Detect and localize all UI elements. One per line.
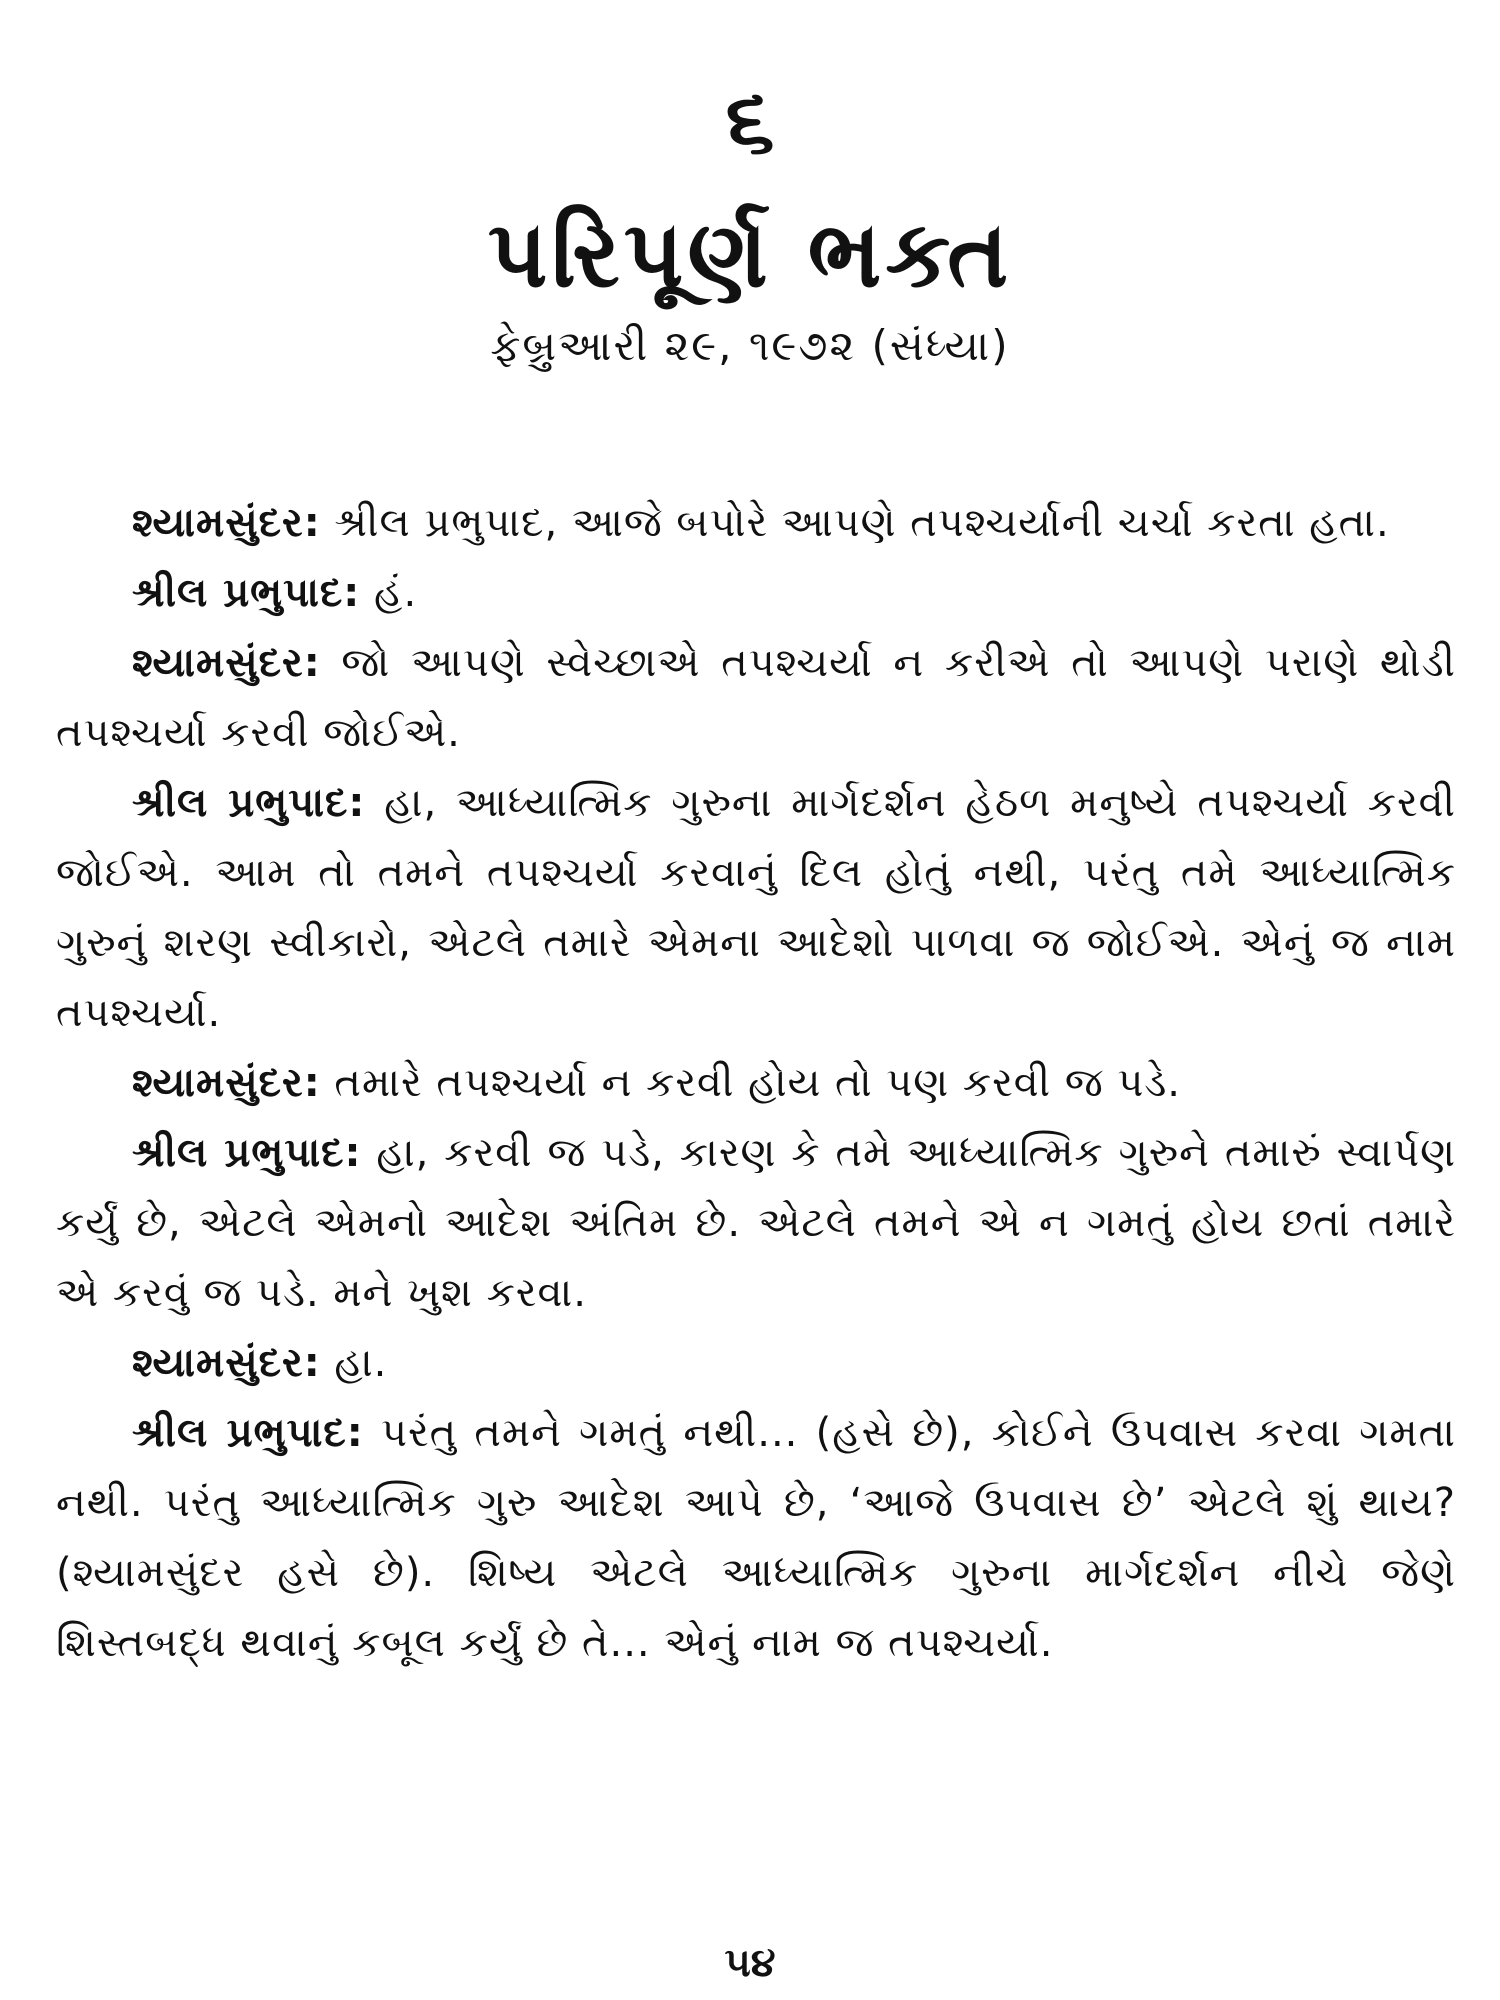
dialogue-paragraph bbox=[56, 1398, 1456, 1678]
dialogue-text: હા, આધ્યાત્મિક ગુરુના માર્ગદર્શન હેઠળ મનુષ્યે તપશ્ચર્યા કરવી જોઈએ. આમ તો તમને તપશ્ચર્યા કરવાનું દિલ હોતું નથી, પરંતુ તમે આધ્યાત્મિક ગુરુનું શરણ સ્વીકારો, એટલે તમારે એમના આદેશો પાળવા જ જોઈએ. એનું જ નામ તપશ્ચર્યા. bbox=[56, 780, 1456, 1036]
dialogue-body bbox=[56, 488, 1456, 1678]
speaker-name: શ્યામસુંદર: bbox=[132, 1340, 321, 1386]
speaker-name: શ્યામસુંદર: bbox=[132, 500, 321, 546]
dialogue-paragraph bbox=[56, 1118, 1456, 1328]
dialogue-paragraph bbox=[56, 488, 1456, 558]
dialogue-text: હા, કરવી જ પડે, કારણ કે તમે આધ્યાત્મિક ગુરુને તમારું સ્વાર્પણ કર્યું છે, એટલે એમનો આદેશ અંતિમ છે. એટલે તમને એ ન ગમતું હોય છતાં તમારે એ કરવું જ પડે. મને ખુશ કરવા. bbox=[56, 1130, 1456, 1316]
chapter-title: પરિપૂર્ણ ભક્ત bbox=[487, 201, 1013, 308]
dialogue-text: પરંતુ તમને ગમતું નથી... (હસે છે), કોઈને ઉપવાસ કરવા ગમતા નથી. પરંતુ આધ્યાત્મિક ગુરુ આદેશ આપે છે, ‘આજે ઉપવાસ છે’ એટલે શું થાય? (શ્યામસુંદર હસે છે). શિષ્ય એટલે આધ્યાત્મિક ગુરુના માર્ગદર્શન નીચે જેણે શિસ્તબદ્ધ થવાનું કબૂલ કર્યું છે તે... એનું નામ જ તપશ્ચર્યા. bbox=[56, 1410, 1456, 1666]
page-number: ૫૪ bbox=[724, 1940, 776, 1986]
dialogue-paragraph bbox=[56, 558, 1456, 628]
dialogue-paragraph bbox=[56, 768, 1456, 1048]
speaker-name: શ્યામસુંદર: bbox=[132, 640, 321, 686]
speaker-name: શ્રીલ પ્રભુપાદ: bbox=[132, 570, 361, 616]
speaker-name: શ્યામસુંદર: bbox=[132, 1060, 321, 1106]
dialogue-text: શ્રીલ પ્રભુપાદ, આજે બપોરે આપણે તપશ્ચર્યાની ચર્ચા કરતા હતા. bbox=[320, 500, 1390, 546]
dialogue-paragraph bbox=[56, 1328, 1456, 1398]
speaker-name: શ્રીલ પ્રભુપાદ: bbox=[132, 1130, 362, 1176]
dialogue-text: હા. bbox=[320, 1340, 388, 1386]
dialogue-text: તમારે તપશ્ચર્યા ન કરવી હોય તો પણ કરવી જ પડે. bbox=[320, 1060, 1182, 1106]
dialogue-paragraph bbox=[56, 1048, 1456, 1118]
speaker-name: શ્રીલ પ્રભુપાદ: bbox=[132, 780, 366, 826]
dialogue-text: હં. bbox=[360, 570, 418, 616]
chapter-number: ૬ bbox=[725, 68, 775, 171]
dialogue-paragraph bbox=[56, 628, 1456, 768]
chapter-date: ફેબ્રુઆરી ૨૯, ૧૯૭૨ (સંધ્યા) bbox=[490, 321, 1010, 370]
dialogue-text: જો આપણે સ્વેચ્છાએ તપશ્ચર્યા ન કરીએ તો આપણે પરાણે થોડી તપશ્ચર્યા કરવી જોઈએ. bbox=[56, 640, 1456, 756]
speaker-name: શ્રીલ પ્રભુપાદ: bbox=[132, 1410, 364, 1456]
